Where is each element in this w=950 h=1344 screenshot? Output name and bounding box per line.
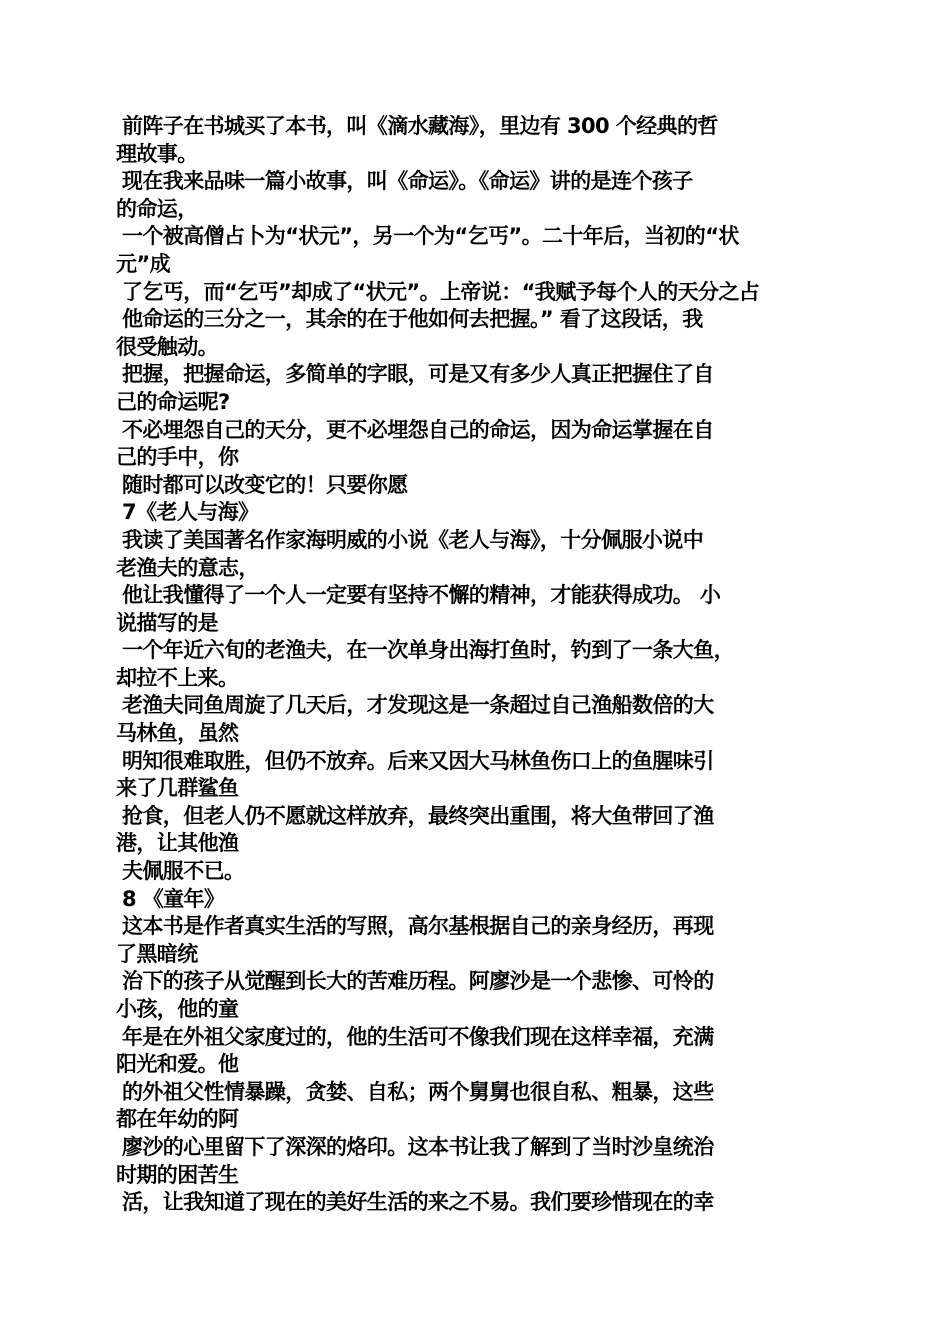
text-line: 很受触动。 — [116, 334, 218, 359]
text-line: 却拉不上来。 — [116, 665, 239, 690]
text-line: 这本书是作者真实生活的写照，高尔基根据自己的亲身经历，再现 — [122, 914, 714, 939]
text-line: 不必埋怨自己的天分，更不必埋怨自己的命运，因为命运掌握在自 — [122, 417, 714, 442]
text-line: 前阵子在书城买了本书，叫《滴水藏海》，里边有 300 个经典的哲 — [122, 114, 718, 138]
text-line: 一个年近六旬的老渔夫，在一次单身出海打鱼时，钓到了一条大鱼， — [122, 638, 734, 663]
text-line: 理故事。 — [116, 141, 198, 166]
text-line: 一个被高僧占卜为“状元”，另一个为“乞丐”。二十年后，当初的“状 — [122, 224, 739, 249]
text-line: 现在我来品味一篇小故事，叫《命运》。《命运》讲的是连个孩子 — [122, 169, 693, 194]
text-line: 老渔夫的意志， — [116, 555, 259, 580]
text-line: 8 《童年》 — [122, 886, 225, 911]
text-line: 的外祖父性情暴躁，贪婪、自私；两个舅舅也很自私、粗暴，这些 — [122, 1079, 714, 1104]
text-line: 港，让其他渔 — [116, 831, 239, 856]
text-line: 随时都可以改变它的！只要你愿 — [122, 472, 408, 497]
text-line: 的命运， — [116, 196, 198, 221]
text-line: 7《老人与海》 — [122, 500, 259, 525]
text-line: 己的命运呢? — [116, 389, 230, 414]
text-line: 都在年幼的阿 — [116, 1107, 239, 1132]
text-line: 老渔夫同鱼周旋了几天后，才发现这是一条超过自己渔船数倍的大 — [122, 693, 714, 718]
text-line: 元”成 — [116, 251, 171, 276]
text-line: 我读了美国著名作家海明威的小说《老人与海》，十分佩服小说中 — [122, 527, 704, 552]
text-line: 说描写的是 — [116, 610, 218, 635]
text-line: 小孩，他的童 — [116, 997, 239, 1021]
text-line: 把握，把握命运，多简单的字眼，可是又有多少人真正把握住了自 — [122, 362, 714, 387]
text-line: 夫佩服不已。 — [122, 859, 245, 884]
text-line: 抢食，但老人仍不愿就这样放弃，最终突出重围，将大鱼带回了渔 — [122, 803, 714, 828]
text-line: 马林鱼，虽然 — [116, 721, 239, 746]
text-line: 了黑暗统 — [116, 941, 198, 966]
text-line: 活，让我知道了现在的美好生活的来之不易。我们要珍惜现在的幸 — [122, 1190, 714, 1215]
text-line: 年是在外祖父家度过的，他的生活可不像我们现在这样幸福，充满 — [122, 1024, 714, 1049]
text-line: 治下的孩子从觉醒到长大的苦难历程。阿廖沙是一个悲惨、可怜的 — [122, 969, 714, 994]
text-line: 廖沙的心里留下了深深的烙印。这本书让我了解到了当时沙皇统治 — [122, 1134, 714, 1159]
text-line: 来了几群鲨鱼 — [116, 776, 239, 801]
text-line: 他让我懂得了一个人一定要有坚持不懈的精神，才能获得成功。 小 — [122, 583, 721, 608]
text-line: 他命运的三分之一，其余的在于他如何去把握。” 看了这段话，我 — [122, 307, 703, 332]
text-line: 己的手中，你 — [116, 445, 239, 470]
text-line: 了乞丐，而“乞丐”却成了“状元”。上帝说：“我赋予每个人的天分之占 — [122, 279, 760, 304]
text-line: 明知很难取胜，但仍不放弃。后来又因大马林鱼伤口上的鱼腥味引 — [122, 748, 714, 773]
text-line: 时期的困苦生 — [116, 1162, 239, 1187]
text-line: 阳光和爱。他 — [116, 1052, 239, 1077]
document-body — [116, 113, 836, 1217]
